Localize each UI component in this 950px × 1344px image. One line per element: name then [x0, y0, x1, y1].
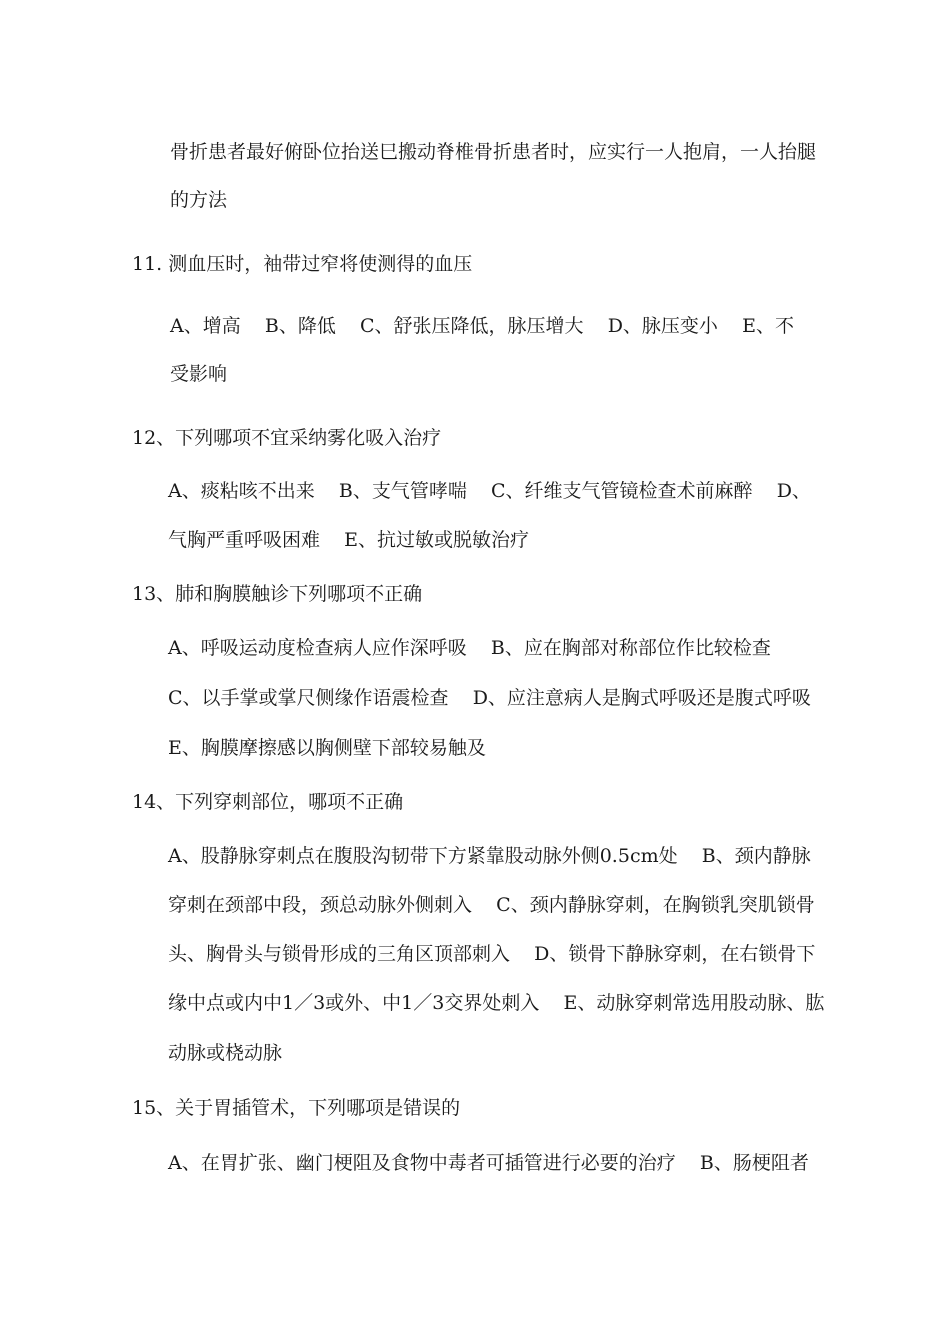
question-14-options-line-2: 穿刺在颈部中段，颈总动脉外侧刺入 C、颈内静脉穿刺，在胸锁乳突肌锁骨 [168, 894, 815, 916]
question-13-stem: 13、肺和胸膜触诊下列哪项不正确 [132, 583, 423, 605]
question-12-stem: 12、下列哪项不宜采纳雾化吸入治疗 [132, 427, 442, 449]
question-11-stem: 11. 测血压时，袖带过窄将使测得的血压 [132, 253, 473, 275]
question-11-options-line-2: 受影响 [170, 363, 228, 385]
intro-line-2: 的方法 [170, 189, 228, 211]
question-13-options-line-3: E、胸膜摩擦感以胸侧壁下部较易触及 [168, 737, 486, 759]
question-11-options-line-1: A、增高 B、降低 C、舒张压降低，脉压增大 D、脉压变小 E、不 [170, 315, 794, 337]
question-15-stem: 15、关于胃插管术，下列哪项是错误的 [132, 1097, 461, 1119]
question-14-options-line-5: 动脉或桡动脉 [168, 1042, 283, 1064]
question-14-options-line-4: 缘中点或内中1／3或外、中1／3交界处刺入 E、动脉穿刺常选用股动脉、肱 [168, 992, 825, 1014]
question-12-options-line-1: A、痰粘咳不出来 B、支气管哮喘 C、纤维支气管镜检查术前麻醉 D、 [168, 480, 811, 502]
question-13-options-line-1: A、呼吸运动度检查病人应作深呼吸 B、应在胸部对称部位作比较检查 [168, 637, 771, 659]
question-14-stem: 14、下列穿刺部位，哪项不正确 [132, 791, 404, 813]
question-15-options-line-1: A、在胃扩张、幽门梗阻及食物中毒者可插管进行必要的治疗 B、肠梗阻者 [168, 1152, 809, 1174]
question-14-options-line-3: 头、胸骨头与锁骨形成的三角区顶部刺入 D、锁骨下静脉穿刺，在右锁骨下 [168, 943, 816, 965]
question-14-options-line-1: A、股静脉穿刺点在腹股沟韧带下方紧靠股动脉外侧0.5cm处 B、颈内静脉 [168, 845, 811, 867]
intro-line-1: 骨折患者最好俯卧位抬送巳搬动脊椎骨折患者时，应实行一人抱肩，一人抬腿 [170, 141, 817, 163]
question-13-options-line-2: C、以手掌或掌尺侧缘作语震检查 D、应注意病人是胸式呼吸还是腹式呼吸 [168, 687, 811, 709]
question-12-options-line-2: 气胸严重呼吸困难 E、抗过敏或脱敏治疗 [168, 529, 530, 551]
